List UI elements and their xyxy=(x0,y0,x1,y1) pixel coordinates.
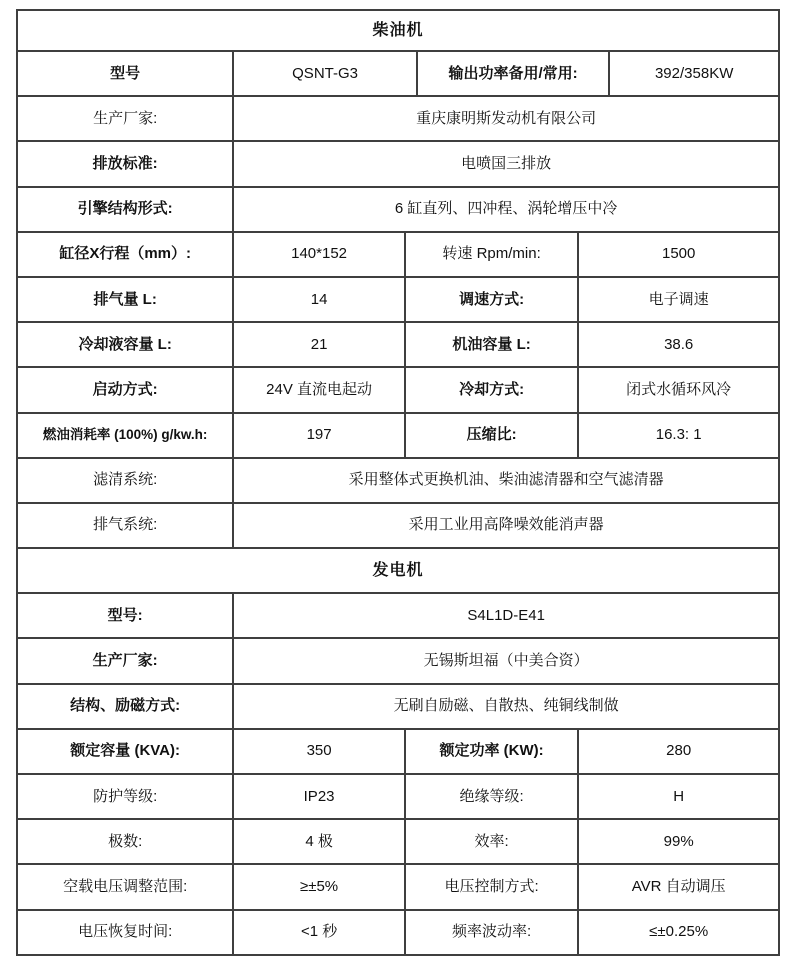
diesel-emission-label: 排放标准: xyxy=(92,154,158,172)
diesel-start-mode-label: 启动方式: xyxy=(92,380,158,398)
spec-table xyxy=(16,9,780,956)
generator-efficiency-label: 效率: xyxy=(404,820,578,863)
diesel-exhaust-system-value: 采用工业用高降噪效能消声器 xyxy=(232,504,778,547)
generator-no-load-voltage-range-value: ≥±5% xyxy=(232,865,404,908)
table-row xyxy=(18,321,778,366)
diesel-oil-capacity-value: 38.6 xyxy=(577,323,778,366)
table-row xyxy=(18,140,778,185)
table-row xyxy=(18,95,778,140)
table-row xyxy=(18,683,778,728)
generator-voltage-control-value: AVR 自动调压 xyxy=(577,865,778,908)
diesel-compression-ratio-label: 压缩比: xyxy=(404,414,578,457)
table-row xyxy=(18,547,778,592)
table-row xyxy=(18,818,778,863)
generator-poles-value: 4 极 xyxy=(232,820,404,863)
diesel-speed-label: 转速 Rpm/min: xyxy=(404,233,578,276)
table-row xyxy=(18,728,778,773)
generator-voltage-control-label: 电压控制方式: xyxy=(404,865,578,908)
generator-rated-power-value: 280 xyxy=(577,730,778,773)
diesel-displacement-label: 排气量 L: xyxy=(93,290,157,308)
diesel-oil-capacity-label: 机油容量 L: xyxy=(404,323,578,366)
generator-voltage-recovery-time-value: <1 秒 xyxy=(232,911,404,954)
table-row xyxy=(18,637,778,682)
diesel-structure-value: 6 缸直列、四冲程、涡轮增压中冷 xyxy=(232,188,778,231)
table-row xyxy=(18,773,778,818)
diesel-cooling-mode-label: 冷却方式: xyxy=(404,368,578,411)
diesel-bore-stroke-label: 缸径X行程（mm）: xyxy=(59,245,191,263)
generator-efficiency-value: 99% xyxy=(577,820,778,863)
table-row xyxy=(18,50,778,95)
diesel-bore-stroke-value: 140*152 xyxy=(232,233,404,276)
generator-no-load-voltage-range-label: 空载电压调整范围: xyxy=(63,877,188,895)
diesel-coolant-capacity-value: 21 xyxy=(232,323,404,366)
generator-rated-capacity-label: 额定容量 (KVA): xyxy=(70,742,181,760)
generator-poles-label: 极数: xyxy=(108,832,143,850)
generator-structure-excitation-value: 无刷自励磁、自散热、纯铜线制做 xyxy=(232,685,778,728)
diesel-compression-ratio-value: 16.3: 1 xyxy=(577,414,778,457)
diesel-coolant-capacity-label: 冷却液容量 L: xyxy=(78,335,172,353)
diesel-displacement-value: 14 xyxy=(232,278,404,321)
generator-insulation-class-value: H xyxy=(577,775,778,818)
diesel-filter-system-label: 滤清系统: xyxy=(93,471,158,489)
diesel-speed-value: 1500 xyxy=(577,233,778,276)
diesel-output-power-label: 输出功率备用/常用: xyxy=(416,52,609,95)
generator-frequency-fluctuation-label: 频率波动率: xyxy=(404,911,578,954)
diesel-start-mode-value: 24V 直流电起动 xyxy=(232,368,404,411)
diesel-structure-label: 引擎结构形式: xyxy=(77,200,173,218)
generator-voltage-recovery-time-label: 电压恢复时间: xyxy=(78,923,173,941)
diesel-manufacturer-label: 生产厂家: xyxy=(93,109,158,127)
table-row xyxy=(18,231,778,276)
generator-structure-excitation-label: 结构、励磁方式: xyxy=(70,697,181,715)
diesel-exhaust-system-label: 排气系统: xyxy=(93,516,158,534)
generator-model-value: S4L1D-E41 xyxy=(232,594,778,637)
table-row xyxy=(18,412,778,457)
generator-frequency-fluctuation-value: ≤±0.25% xyxy=(577,911,778,954)
diesel-emission-value: 电喷国三排放 xyxy=(232,142,778,185)
table-row xyxy=(18,909,778,954)
diesel-governor-value: 电子调速 xyxy=(577,278,778,321)
diesel-model-label: 型号 xyxy=(110,64,141,82)
table-row xyxy=(18,863,778,908)
table-row xyxy=(18,502,778,547)
diesel-fuel-consumption-label: 燃油消耗率 (100%) g/kw.h: xyxy=(42,427,208,442)
generator-protection-class-value: IP23 xyxy=(232,775,404,818)
generator-protection-class-label: 防护等级: xyxy=(93,787,158,805)
table-row xyxy=(18,457,778,502)
diesel-output-power-value: 392/358KW xyxy=(608,52,778,95)
generator-rated-power-label: 额定功率 (KW): xyxy=(404,730,578,773)
diesel-fuel-consumption-value: 197 xyxy=(232,414,404,457)
generator-manufacturer-value: 无锡斯坦福（中美合资） xyxy=(232,639,778,682)
generator-rated-capacity-value: 350 xyxy=(232,730,404,773)
diesel-cooling-mode-value: 闭式水循环风冷 xyxy=(577,368,778,411)
table-row xyxy=(18,186,778,231)
diesel-manufacturer-value: 重庆康明斯发动机有限公司 xyxy=(232,97,778,140)
generator-insulation-class-label: 绝缘等级: xyxy=(404,775,578,818)
diesel-model-value: QSNT-G3 xyxy=(232,52,416,95)
diesel-filter-system-value: 采用整体式更换机油、柴油滤清器和空气滤清器 xyxy=(232,459,778,502)
generator-manufacturer-label: 生产厂家: xyxy=(92,652,158,670)
diesel-section-header: 柴油机 xyxy=(372,21,424,39)
diesel-governor-label: 调速方式: xyxy=(404,278,578,321)
table-row xyxy=(18,592,778,637)
table-row xyxy=(18,366,778,411)
table-row xyxy=(18,276,778,321)
generator-section-header: 发电机 xyxy=(372,562,424,580)
table-row xyxy=(18,11,778,50)
generator-model-label: 型号: xyxy=(107,606,143,624)
